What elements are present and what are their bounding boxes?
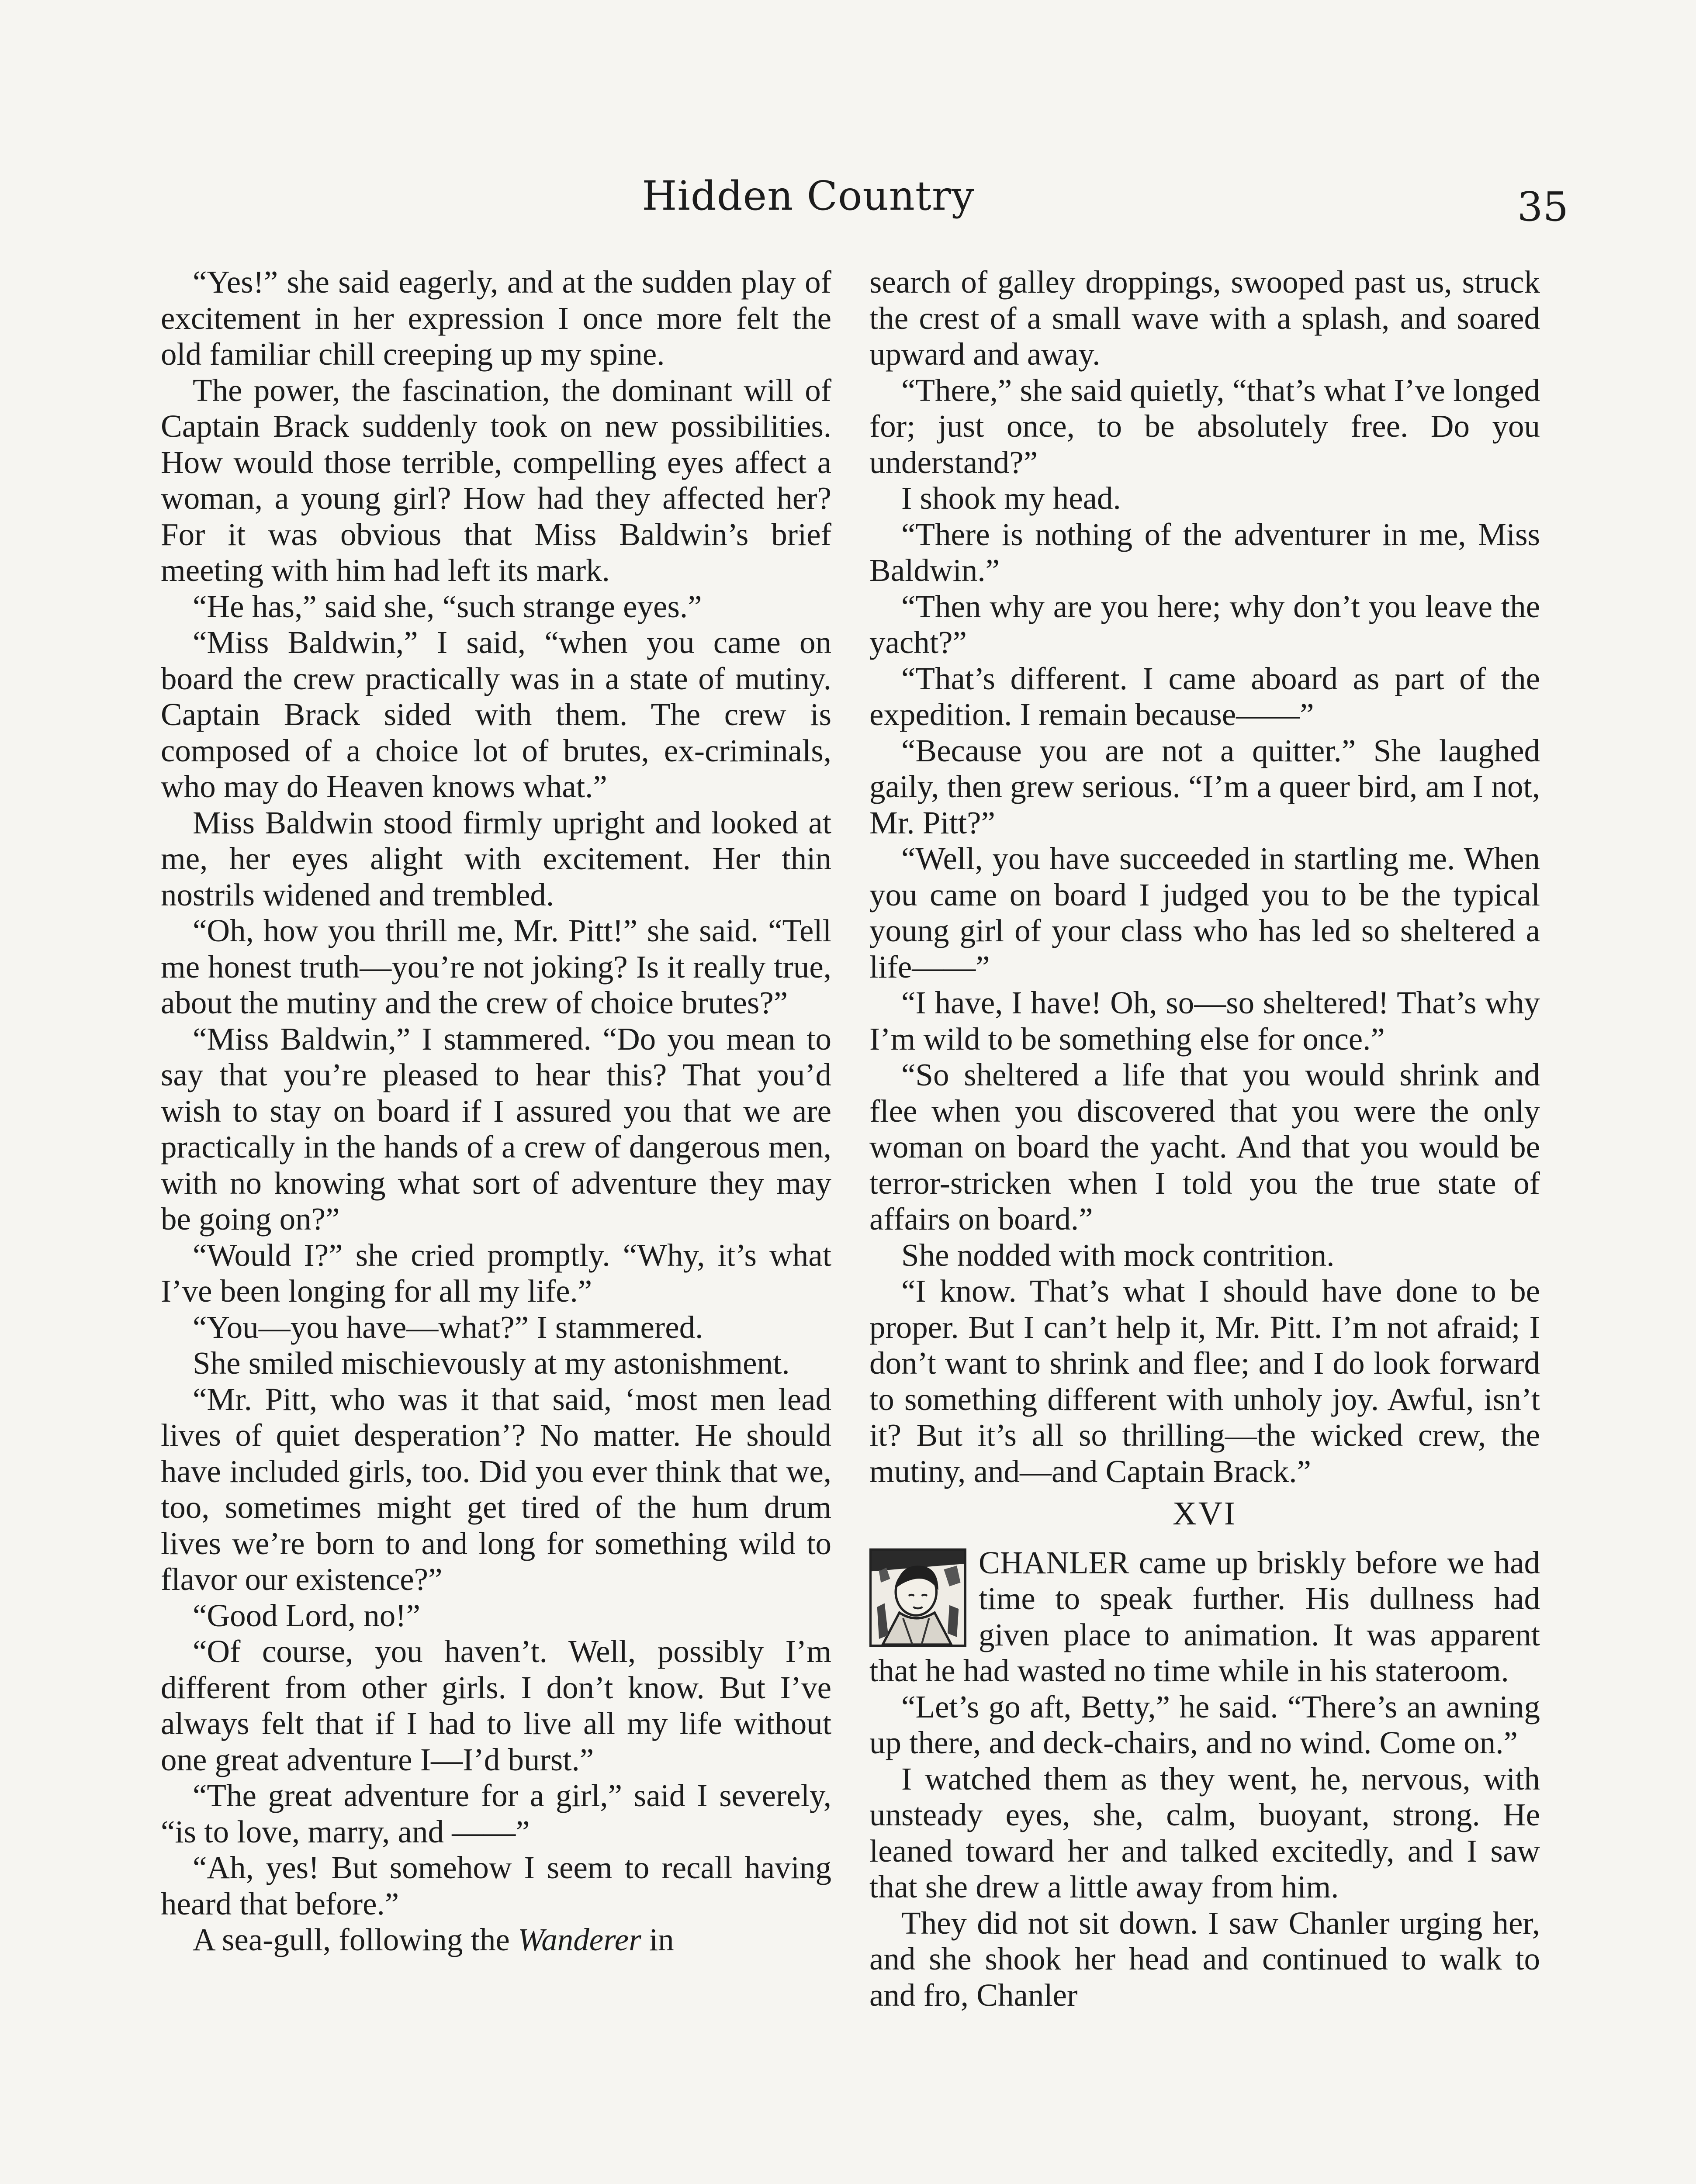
paragraph: The power, the fascination, the dominant will of Captain Brack suddenly took on new possibilities. How would those terrible, compelling eyes affect a woman, a young girl? How had they affected her? For it was obvious that Miss Baldwin’s brief meeting with him had left its mark. <box>161 372 831 588</box>
text-run: in <box>641 1922 674 1957</box>
paragraph: She smiled mischievously at my astonishment. <box>193 1345 790 1381</box>
paragraph: I watched them as they went, he, nervous, with unsteady eyes, she, calm, buoyant, strong. He leaned toward her and talked excitedly, and I saw that she drew a little away from him. <box>869 1761 1540 1904</box>
chapter-opening-paragraph <box>869 1545 1540 1689</box>
paragraph: They did not sit down. I saw Chanler urging her, and she shook her head and continued to walk to and fro, Chanler <box>869 1905 1540 2013</box>
right-column <box>869 264 1540 2013</box>
paragraph: “Miss Baldwin,” I said, “when you came on board the crew practically was in a state of mutiny. Captain Brack sided with them. The crew is composed of a choice lot of brutes, ex-criminals, who may do Heaven knows what.” <box>161 625 831 804</box>
paragraph: “I have, I have! Oh, so—so sheltered! That’s why I’m wild to be something else for once.” <box>869 985 1540 1057</box>
paragraph: “Let’s go aft, Betty,” he said. “There’s an awning up there, and deck-chairs, and no wind. Come on.” <box>869 1689 1540 1760</box>
paragraph: “So sheltered a life that you would shrink and flee when you discovered that you were the only woman on board the yacht. And that you would be terror-stricken when I told you the true state of affairs on board.” <box>869 1057 1540 1237</box>
paragraph: “I know. That’s what I should have done to be proper. But I can’t help it, Mr. Pitt. I’m not afraid; I don’t want to shrink and flee; and I do look forward to something different with unholy joy. Awful, isn’t it? But it’s all so thrilling—the wicked crew, the mutiny, and—and Captain Brack.” <box>869 1273 1540 1489</box>
paragraph: “Then why are you here; why don’t you leave the yacht?” <box>869 588 1540 660</box>
paragraph <box>161 1922 831 1958</box>
paragraph: Miss Baldwin stood firmly upright and looked at me, her eyes alight with excitement. Her thin nostrils widened and trembled. <box>161 805 831 912</box>
paragraph: “Yes!” she said eagerly, and at the sudden play of excitement in her expression I once more felt the old familiar chill creeping up my spine. <box>161 264 831 372</box>
chapter-heading: XVI <box>1172 1495 1237 1532</box>
left-column <box>161 264 831 1958</box>
paragraph: “The great adventure for a girl,” said I severely, “is to love, marry, and ——” <box>161 1778 831 1849</box>
paragraph: “That’s different. I came aboard as part of the expedition. I remain because——” <box>869 660 1540 732</box>
paragraph: “Because you are not a quitter.” She laughed gaily, then grew serious. “I’m a queer bird, am I not, Mr. Pitt?” <box>869 733 1540 840</box>
ship-name: Wanderer <box>518 1922 641 1957</box>
paragraph: “Ah, yes! But somehow I seem to recall having heard that before.” <box>161 1850 831 1921</box>
paragraph: I shook my head. <box>901 480 1121 516</box>
portrait-ornament-icon <box>869 1548 966 1647</box>
paragraph-text: CHANLER came up briskly before we had time to speak further. His dullness had given place to animation. It was apparent that he had wasted no time while in his stateroom. <box>869 1545 1540 1688</box>
paragraph: She nodded with mock contrition. <box>901 1237 1335 1273</box>
paragraph: “You—you have—what?” I stammered. <box>193 1309 703 1345</box>
paragraph: “Oh, how you thrill me, Mr. Pitt!” she said. “Tell me honest truth—you’re not joking? Is it really true, about the mutiny and the crew of choice brutes?” <box>161 913 831 1020</box>
paragraph: “Mr. Pitt, who was it that said, ‘most men lead lives of quiet desperation’? No matter. He should have included girls, too. Did you ever think that we, too, sometimes might get tired of the hum drum lives we’re born to and long for something wild to flavor our existence?” <box>161 1381 831 1597</box>
paragraph: “Miss Baldwin,” I stammered. “Do you mean to say that you’re pleased to hear this? That you’d wish to stay on board if I assured you that we are practically in the hands of a crew of dangerous men, with no knowing what sort of adventure they may be going on?” <box>161 1021 831 1237</box>
paragraph: “There,” she said quietly, “that’s what I’ve longed for; just once, to be absolutely free. Do you understand?” <box>869 372 1540 480</box>
paragraph: “Would I?” she cried promptly. “Why, it’s what I’ve been longing for all my life.” <box>161 1237 831 1309</box>
page-number: 35 <box>1517 183 1568 230</box>
paragraph: “Of course, you haven’t. Well, possibly I’m different from other girls. I don’t know. But I’ve always felt that if I had to live all my life without one great adventure I—I’d burst.” <box>161 1634 831 1777</box>
text-run: A sea-gull, following the <box>193 1922 518 1957</box>
paragraph-continued: search of galley droppings, swooped past us, struck the crest of a small wave with a splash, and soared upward and away. <box>869 264 1540 372</box>
paragraph: “Well, you have succeeded in startling me. When you came on board I judged you to be the typical young girl of your class who has led so sheltered a life——” <box>869 841 1540 985</box>
paragraph: “There is nothing of the adventurer in me, Miss Baldwin.” <box>869 516 1540 588</box>
paragraph: “He has,” said she, “such strange eyes.” <box>193 588 702 624</box>
running-title: Hidden Country <box>642 173 975 219</box>
paragraph: “Good Lord, no!” <box>193 1597 420 1633</box>
